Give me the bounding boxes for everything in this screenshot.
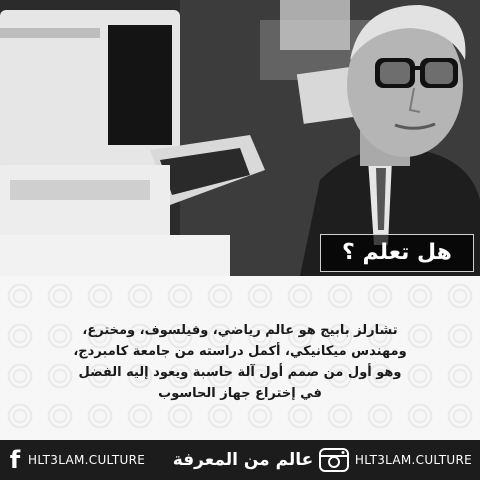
body-line: ومهندس ميكانيكي، أكمل دراسته من جامعة كامبردج،	[73, 344, 407, 359]
brand-name: عالم من المعرفة	[172, 450, 314, 470]
instagram-icon	[319, 448, 349, 472]
facebook-icon: f	[9, 446, 21, 474]
heading-did-you-know: هل تعلم ؟	[320, 234, 474, 272]
instagram-handle: HLT3LAM.CULTURE	[354, 453, 472, 467]
facebook-handle: HLT3LAM.CULTURE	[28, 453, 146, 467]
body-line: تشارلز بابيج هو عالم رياضي، وفيلسوف، ومخترع،	[82, 323, 398, 338]
body-line: وهو أول من صمم أول آلة حاسبة ويعود إليه الفضل	[78, 365, 402, 380]
facebook-link[interactable]	[4, 448, 145, 472]
instagram-link[interactable]	[319, 448, 472, 472]
body-text	[20, 320, 460, 404]
footer-bar	[0, 440, 480, 480]
text-area	[0, 276, 480, 440]
body-line: في إختراع جهاز الحاسوب	[158, 386, 322, 401]
